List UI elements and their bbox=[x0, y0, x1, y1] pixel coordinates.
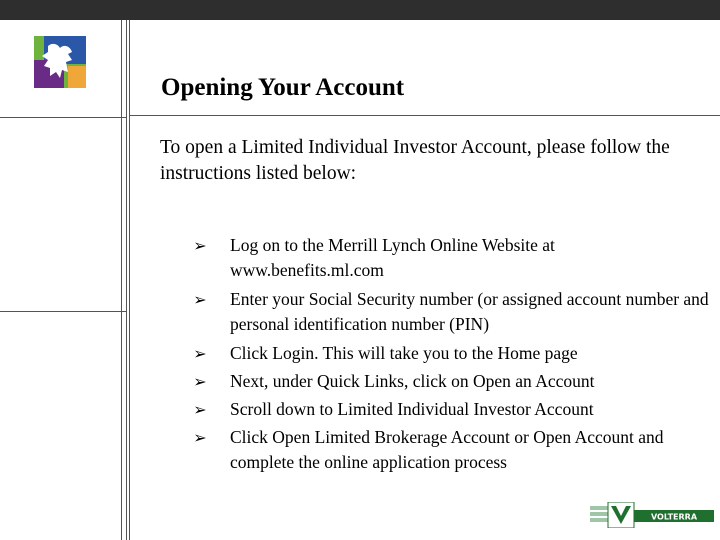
brand-stripe-3 bbox=[590, 518, 610, 522]
divider-horizontal-left-2 bbox=[0, 311, 127, 312]
list-item-text: Scroll down to Limited Individual Investor Account bbox=[230, 399, 594, 419]
divider-vertical-2 bbox=[126, 20, 127, 540]
list-item-text: Log on to the Merrill Lynch Online Website at www.benefits.ml.com bbox=[230, 235, 555, 280]
arrow-bullet-icon: ➢ bbox=[193, 236, 207, 255]
list-item-text: Click Login. This will take you to the Home page bbox=[230, 343, 578, 363]
arrow-bullet-icon: ➢ bbox=[193, 290, 207, 309]
arrow-bullet-icon: ➢ bbox=[193, 428, 207, 447]
list-item bbox=[190, 425, 710, 475]
arrow-bullet-icon: ➢ bbox=[193, 344, 207, 363]
divider-horizontal-title bbox=[129, 115, 720, 116]
list-item-text: Click Open Limited Brokerage Account or Open Account and complete the online application process bbox=[230, 427, 664, 472]
divider-vertical-3 bbox=[129, 20, 130, 540]
list-item-text: Enter your Social Security number (or assigned account number and personal identification number (PIN) bbox=[230, 289, 709, 334]
divider-vertical-1 bbox=[121, 20, 122, 540]
list-item bbox=[190, 341, 710, 366]
intro-text: To open a Limited Individual Investor Account, please follow the instructions listed below: bbox=[160, 137, 670, 184]
list-item bbox=[190, 397, 710, 422]
top-bar bbox=[0, 0, 720, 20]
brand-stripe-2 bbox=[590, 512, 610, 516]
list-item bbox=[190, 287, 710, 337]
volterra-logo bbox=[590, 502, 714, 528]
divider-horizontal-left-1 bbox=[0, 117, 127, 118]
company-logo bbox=[34, 36, 86, 88]
list-item-text: Next, under Quick Links, click on Open an Account bbox=[230, 371, 595, 391]
list-item bbox=[190, 369, 710, 394]
arrow-bullet-icon: ➢ bbox=[193, 400, 207, 419]
brand-name: VOLTERRA bbox=[650, 512, 698, 522]
arrow-bullet-icon: ➢ bbox=[193, 372, 207, 391]
brand-v-box bbox=[608, 502, 634, 528]
instruction-list bbox=[190, 233, 710, 479]
logo-orange-block bbox=[68, 66, 86, 88]
list-item bbox=[190, 233, 710, 283]
brand-stripe-1 bbox=[590, 506, 610, 510]
slide-title: Opening Your Account bbox=[161, 74, 405, 101]
